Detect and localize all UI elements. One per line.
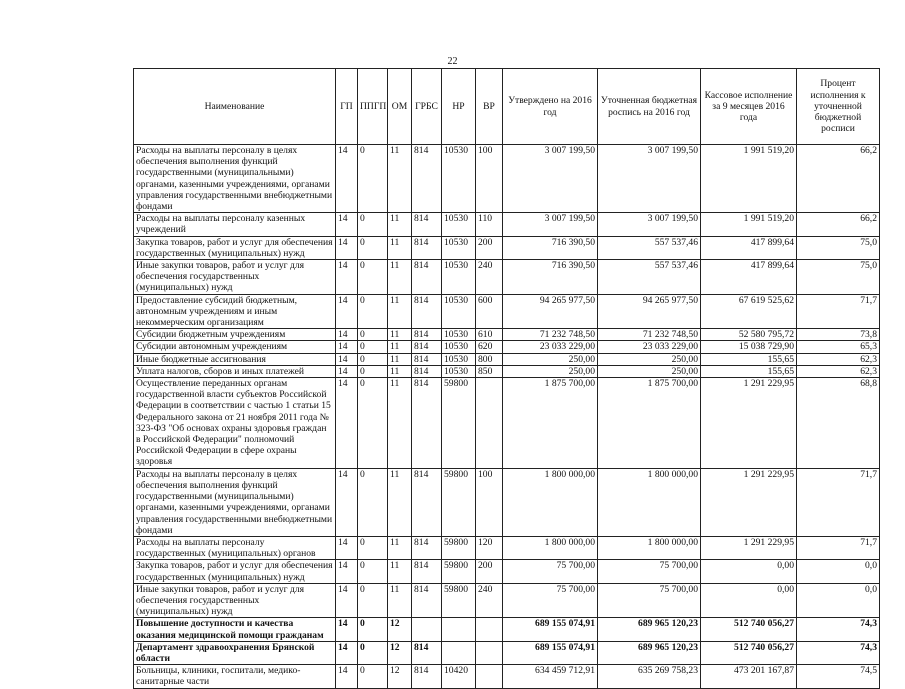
cell-name: Департамент здравоохранения Брянской области [134,641,336,664]
cell-nr: 59800 [442,378,476,469]
cell-vr [476,641,503,664]
cell-grbs: 814 [412,145,442,213]
table-body [134,145,880,689]
cell-specified: 689 965 120,23 [598,641,701,664]
cell-approved: 689 155 074,91 [503,618,598,641]
cell-grbs: 814 [412,536,442,559]
cell-percent: 62,3 [797,353,880,365]
cell-name: Расходы на выплаты персоналу в целях обеспечения выполнения функций государственными (муниципальными) органами, казенными учреждениями, органами управления государственными внебюджетными фондами [134,145,336,213]
table-row [134,353,880,365]
cell-specified: 250,00 [598,365,701,377]
cell-name: Иные закупки товаров, работ и услуг для обеспечения государственных (муниципальных) нужд [134,260,336,295]
table-row [134,468,880,536]
cell-percent: 73,8 [797,329,880,341]
cell-percent: 0,0 [797,560,880,583]
cell-vr: 110 [476,213,503,236]
header-vr: ВР [476,69,503,145]
cell-name: Уплата налогов, сборов и иных платежей [134,365,336,377]
cell-om: 11 [388,365,412,377]
cell-grbs: 814 [412,329,442,341]
header-specified: Уточненная бюджетная роспись на 2016 год [598,69,701,145]
table-row [134,560,880,583]
cell-approved: 634 459 712,91 [503,665,598,688]
cell-approved: 94 265 977,50 [503,294,598,329]
cell-approved: 3 007 199,50 [503,213,598,236]
cell-om: 11 [388,145,412,213]
cell-cash: 52 580 795,72 [701,329,797,341]
cell-cash: 417 899,64 [701,260,797,295]
cell-cash: 473 201 167,87 [701,665,797,688]
cell-specified: 1 800 000,00 [598,468,701,536]
table-row [134,236,880,259]
header-percent: Процент исполнения к уточненной бюджетной росписи [797,69,880,145]
cell-gp: 14 [336,353,358,365]
cell-ppgp: 0 [358,260,388,295]
table-row [134,145,880,213]
cell-om: 11 [388,213,412,236]
cell-nr [442,641,476,664]
cell-grbs: 814 [412,641,442,664]
cell-gp: 14 [336,641,358,664]
cell-cash: 512 740 056,27 [701,618,797,641]
cell-percent: 74,3 [797,641,880,664]
cell-om: 11 [388,536,412,559]
cell-specified: 635 269 758,23 [598,665,701,688]
cell-name: Субсидии бюджетным учреждениям [134,329,336,341]
cell-gp: 14 [336,560,358,583]
cell-specified: 75 700,00 [598,560,701,583]
cell-ppgp: 0 [358,583,388,618]
cell-ppgp: 0 [358,213,388,236]
cell-grbs: 814 [412,213,442,236]
table-row [134,536,880,559]
cell-approved: 71 232 748,50 [503,329,598,341]
cell-grbs: 814 [412,341,442,353]
cell-vr: 850 [476,365,503,377]
cell-ppgp: 0 [358,294,388,329]
cell-ppgp: 0 [358,641,388,664]
cell-specified: 94 265 977,50 [598,294,701,329]
cell-cash: 155,65 [701,353,797,365]
cell-approved: 250,00 [503,365,598,377]
cell-ppgp: 0 [358,329,388,341]
cell-nr: 10530 [442,236,476,259]
cell-gp: 14 [336,236,358,259]
cell-nr: 10530 [442,260,476,295]
table-row [134,665,880,688]
header-approved: Утверждено на 2016 год [503,69,598,145]
cell-cash: 417 899,64 [701,236,797,259]
cell-vr: 120 [476,536,503,559]
header-om: ОМ [388,69,412,145]
cell-percent: 68,8 [797,378,880,469]
cell-gp: 14 [336,618,358,641]
cell-grbs: 814 [412,294,442,329]
cell-name: Больницы, клиники, госпитали, медико-санитарные части [134,665,336,688]
cell-ppgp: 0 [358,378,388,469]
cell-percent: 74,3 [797,618,880,641]
cell-specified: 557 537,46 [598,260,701,295]
cell-percent: 75,0 [797,260,880,295]
cell-specified: 75 700,00 [598,583,701,618]
cell-vr: 800 [476,353,503,365]
cell-nr: 10530 [442,294,476,329]
cell-cash: 0,00 [701,583,797,618]
cell-nr: 10530 [442,353,476,365]
cell-nr: 59800 [442,536,476,559]
cell-om: 11 [388,353,412,365]
cell-cash: 15 038 729,90 [701,341,797,353]
cell-approved: 716 390,50 [503,236,598,259]
cell-grbs: 814 [412,378,442,469]
cell-specified: 1 875 700,00 [598,378,701,469]
cell-grbs: 814 [412,353,442,365]
cell-vr [476,378,503,469]
cell-name: Расходы на выплаты персоналу государственных (муниципальных) органов [134,536,336,559]
table-row [134,213,880,236]
table-row [134,641,880,664]
cell-nr: 59800 [442,560,476,583]
cell-percent: 71,7 [797,536,880,559]
cell-nr: 10530 [442,365,476,377]
cell-approved: 75 700,00 [503,583,598,618]
cell-vr [476,618,503,641]
cell-name: Расходы на выплаты персоналу казенных учреждений [134,213,336,236]
table-header-row [134,69,880,145]
header-gp: ГП [336,69,358,145]
cell-specified: 557 537,46 [598,236,701,259]
cell-om: 11 [388,468,412,536]
cell-percent: 75,0 [797,236,880,259]
table-row [134,583,880,618]
cell-grbs: 814 [412,665,442,688]
cell-om: 11 [388,236,412,259]
cell-vr [476,665,503,688]
table-row [134,294,880,329]
cell-name: Субсидии автономным учреждениям [134,341,336,353]
cell-percent: 66,2 [797,145,880,213]
cell-om: 11 [388,260,412,295]
cell-gp: 14 [336,365,358,377]
cell-cash: 1 291 229,95 [701,468,797,536]
cell-vr: 200 [476,560,503,583]
cell-cash: 155,65 [701,365,797,377]
cell-gp: 14 [336,294,358,329]
cell-vr: 100 [476,145,503,213]
cell-gp: 14 [336,329,358,341]
cell-cash: 1 291 229,95 [701,536,797,559]
cell-vr: 240 [476,260,503,295]
cell-cash: 67 619 525,62 [701,294,797,329]
cell-ppgp: 0 [358,560,388,583]
cell-name: Расходы на выплаты персоналу в целях обеспечения выполнения функций государственными (муниципальными) органами, казенными учреждениями, органами управления государственными внебюджетными фондами [134,468,336,536]
header-name: Наименование [134,69,336,145]
cell-name: Осуществление переданных органам государственной власти субъектов Российской Федерации в соответствии с частью 1 статьи 15 Федерального закона от 21 ноября 2011 года № 323-ФЗ "Об основах охраны здоровья граждан в Российской Федерации" полномочий Российской Федерации в сфере охраны здоровья [134,378,336,469]
cell-specified: 3 007 199,50 [598,145,701,213]
cell-percent: 62,3 [797,365,880,377]
cell-om: 11 [388,583,412,618]
cell-cash: 0,00 [701,560,797,583]
page-number: 22 [447,56,458,67]
cell-ppgp: 0 [358,618,388,641]
cell-cash: 512 740 056,27 [701,641,797,664]
cell-approved: 716 390,50 [503,260,598,295]
cell-ppgp: 0 [358,341,388,353]
cell-specified: 23 033 229,00 [598,341,701,353]
cell-name: Повышение доступности и качества оказания медицинской помощи гражданам [134,618,336,641]
cell-approved: 75 700,00 [503,560,598,583]
cell-specified: 3 007 199,50 [598,213,701,236]
table-row [134,378,880,469]
cell-nr: 59800 [442,583,476,618]
header-cash: Кассовое исполнение за 9 месяцев 2016 года [701,69,797,145]
cell-ppgp: 0 [358,536,388,559]
cell-vr: 600 [476,294,503,329]
cell-approved: 23 033 229,00 [503,341,598,353]
cell-cash: 1 991 519,20 [701,213,797,236]
cell-approved: 689 155 074,91 [503,641,598,664]
cell-vr: 610 [476,329,503,341]
cell-grbs: 814 [412,583,442,618]
cell-name: Закупка товаров, работ и услуг для обеспечения государственных (муниципальных) нужд [134,560,336,583]
cell-approved: 250,00 [503,353,598,365]
cell-nr: 10530 [442,341,476,353]
cell-name: Закупка товаров, работ и услуг для обеспечения государственных (муниципальных) нужд [134,236,336,259]
cell-ppgp: 0 [358,365,388,377]
cell-percent: 74,5 [797,665,880,688]
header-nr: НР [442,69,476,145]
cell-cash: 1 991 519,20 [701,145,797,213]
cell-nr: 10530 [442,145,476,213]
header-grbs: ГРБС [412,69,442,145]
cell-nr: 10420 [442,665,476,688]
cell-cash: 1 291 229,95 [701,378,797,469]
table-row [134,329,880,341]
cell-gp: 14 [336,213,358,236]
cell-grbs: 814 [412,468,442,536]
cell-om: 12 [388,618,412,641]
cell-gp: 14 [336,341,358,353]
cell-percent: 71,7 [797,294,880,329]
cell-ppgp: 0 [358,236,388,259]
cell-gp: 14 [336,583,358,618]
budget-table [133,68,880,689]
table-row [134,618,880,641]
cell-vr: 240 [476,583,503,618]
cell-om: 12 [388,665,412,688]
cell-vr: 100 [476,468,503,536]
cell-gp: 14 [336,260,358,295]
header-ppgp: ППГП [358,69,388,145]
cell-nr: 59800 [442,468,476,536]
cell-om: 12 [388,641,412,664]
cell-name: Иные закупки товаров, работ и услуг для обеспечения государственных (муниципальных) нужд [134,583,336,618]
cell-ppgp: 0 [358,665,388,688]
cell-grbs: 814 [412,365,442,377]
table-row [134,260,880,295]
cell-specified: 71 232 748,50 [598,329,701,341]
cell-gp: 14 [336,665,358,688]
cell-gp: 14 [336,145,358,213]
table-row [134,365,880,377]
cell-grbs: 814 [412,236,442,259]
cell-grbs: 814 [412,560,442,583]
cell-ppgp: 0 [358,468,388,536]
cell-specified: 1 800 000,00 [598,536,701,559]
cell-om: 11 [388,294,412,329]
cell-name: Предоставление субсидий бюджетным, автономным учреждениям и иным некоммерческим организациям [134,294,336,329]
cell-om: 11 [388,329,412,341]
cell-om: 11 [388,560,412,583]
cell-nr [442,618,476,641]
cell-approved: 3 007 199,50 [503,145,598,213]
cell-gp: 14 [336,378,358,469]
cell-percent: 71,7 [797,468,880,536]
cell-specified: 250,00 [598,353,701,365]
cell-approved: 1 875 700,00 [503,378,598,469]
cell-percent: 66,2 [797,213,880,236]
cell-approved: 1 800 000,00 [503,536,598,559]
cell-om: 11 [388,378,412,469]
cell-approved: 1 800 000,00 [503,468,598,536]
table-row [134,341,880,353]
cell-nr: 10530 [442,213,476,236]
cell-name: Иные бюджетные ассигнования [134,353,336,365]
cell-vr: 620 [476,341,503,353]
cell-specified: 689 965 120,23 [598,618,701,641]
cell-ppgp: 0 [358,145,388,213]
cell-vr: 200 [476,236,503,259]
cell-grbs: 814 [412,260,442,295]
cell-nr: 10530 [442,329,476,341]
cell-percent: 65,3 [797,341,880,353]
cell-gp: 14 [336,468,358,536]
cell-ppgp: 0 [358,353,388,365]
cell-grbs [412,618,442,641]
cell-percent: 0,0 [797,583,880,618]
cell-om: 11 [388,341,412,353]
cell-gp: 14 [336,536,358,559]
